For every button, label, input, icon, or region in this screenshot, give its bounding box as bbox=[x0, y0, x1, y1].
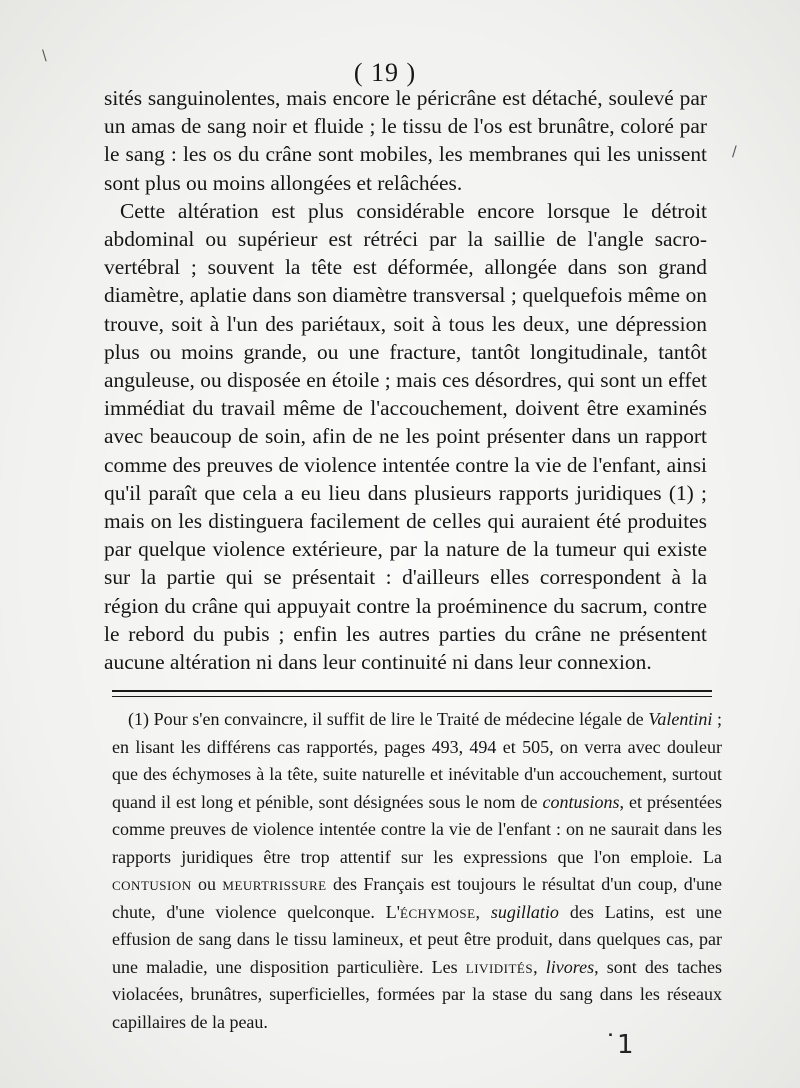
footnote-text: (1) Pour s'en convaincre, il suffit de lire le Traité de médecine légale de bbox=[128, 709, 649, 729]
footnote bbox=[112, 706, 722, 1036]
paper-speck: / bbox=[732, 144, 737, 160]
footnote-smallcaps-contusion: contusion bbox=[112, 874, 192, 894]
footnote-text: , sont des taches violacées, brunâtres, superficielles, formées par la stase du sang dans les réseaux capillaires de la peau. bbox=[112, 956, 723, 1032]
footnote-text: , et présentées comme preuves de violence intentée contre la vie de l'enfant : on ne saurait dans les rapports juridiques être trop attentif sur les expressions que l'on emploie. La bbox=[112, 791, 722, 867]
footnote-smallcaps-meurtrissure: meurtrissure bbox=[222, 874, 327, 894]
paper-speck: \ bbox=[42, 48, 47, 64]
footnote-italic-contusions: contusions bbox=[542, 791, 620, 812]
footnote-text: , bbox=[475, 901, 491, 922]
footnote-italic-sugillatio: sugillatio bbox=[490, 901, 559, 922]
ink-mark: ˙1 bbox=[604, 1030, 634, 1060]
footnote-text: ou bbox=[191, 874, 223, 894]
footnote-smallcaps-echymose: échymose bbox=[400, 901, 476, 922]
footnote-rule-top bbox=[112, 690, 712, 692]
footnote-smallcaps-lividites: lividités bbox=[465, 956, 534, 977]
main-text bbox=[104, 84, 707, 676]
footnote-text: , bbox=[533, 956, 546, 977]
paragraph-1: sités sanguinolentes, mais encore le péricrâne est détaché, soulevé par un amas de sang noir et fluide ; le tissu de l'os est brunâtre, coloré par le sang : les os du crâne sont mobiles, les membranes qui les unissent sont plus ou moins allongées et relâchées. bbox=[104, 86, 707, 195]
footnote-text: des Français est toujours le résultat d'un coup, d'une chute, d'une violence quelconque. L' bbox=[112, 874, 723, 922]
footnote-text: ; en lisant les différens cas rapportés, pages 493, 494 et 505, on verra avec douleur que des échymoses à la tête, suite naturelle et inévitable d'un accouchement, surtout quand il est long et pénible, sont désignées sous le nom de bbox=[112, 709, 722, 812]
footnote-rule-bottom bbox=[112, 696, 712, 697]
paragraph-2: Cette altération est plus considérable encore lorsque le détroit abdominal ou supérieur est rétréci par la saillie de l'angle sacro-vertébral ; souvent la tête est déformée, allongée dans son grand diamètre, aplatie dans son diamètre transversal ; quelquefois même on trouve, soit à l'un des pariétaux, soit à tous les deux, une dépression plus ou moins grande, ou une fracture, tantôt longitudinale, tantôt anguleuse, ou disposée en étoile ; mais ces désordres, qui sont un effet immédiat du travail même de l'accouchement, doivent être examinés avec beaucoup de soin, afin de ne les point présenter dans un rapport comme des preuves de violence intentée contre la vie de l'enfant, ainsi qu'il paraît que cela a eu lieu dans plusieurs rapports juridiques (1) ; mais on les distinguera facilement de celles qui auraient été produites par quelque violence extérieure, par la nature de la tumeur qui existe sur la partie qui se présentait : d'ailleurs elles correspondent à la région du crâne qui appuyait contre la proéminence du sacrum, contre le rebord du pubis ; enfin les autres parties du crâne ne présentent aucune altération ni dans leur continuité ni dans leur connexion. bbox=[104, 198, 707, 675]
footnote-text: des Latins, est une effusion de sang dans le tissu lamineux, et peut être produit, dans quelques cas, par une maladie, une disposition particulière. Les bbox=[112, 901, 723, 977]
footnote-italic-livores: livores bbox=[545, 956, 595, 977]
footnote-italic-valentini: Valentini bbox=[648, 709, 713, 729]
page-number: ( 19 ) bbox=[353, 58, 417, 87]
footnote-paragraph bbox=[112, 706, 722, 1036]
